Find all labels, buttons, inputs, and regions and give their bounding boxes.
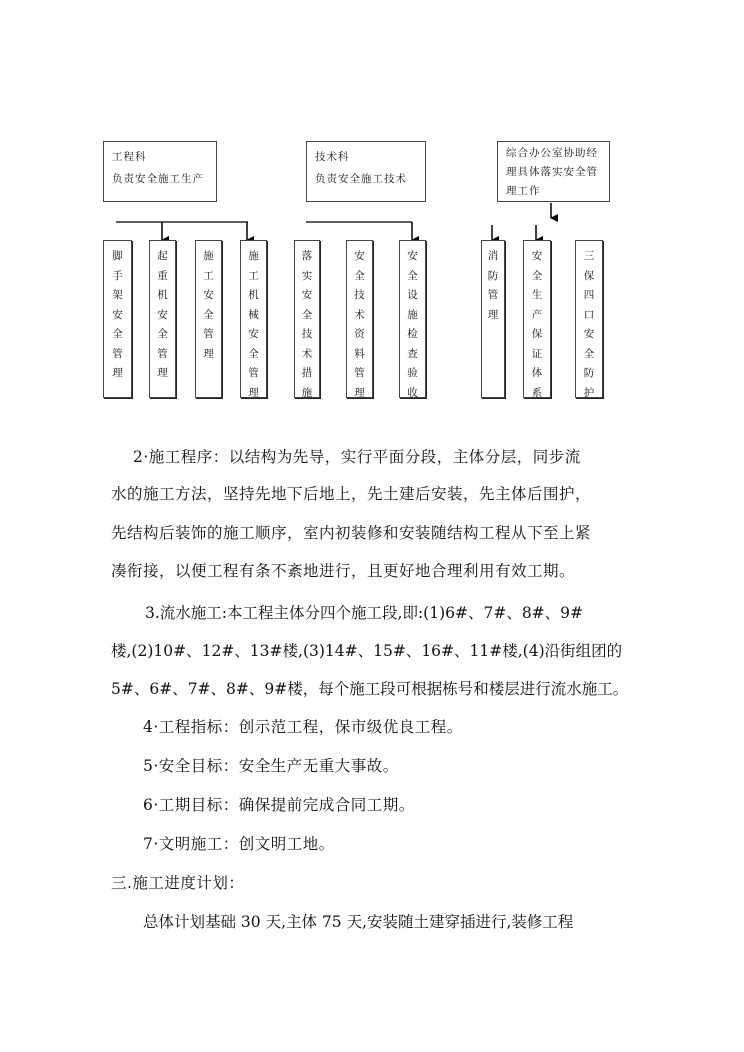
column-char: 理 [248, 386, 259, 399]
column-box-crane [149, 240, 176, 398]
column-box-machinery [240, 240, 267, 398]
column-char: 证 [531, 347, 543, 360]
column-box-fire-management [481, 240, 505, 398]
column-char: 四 [583, 289, 595, 301]
column-char: 安 [248, 328, 259, 340]
column-char: 全 [203, 308, 214, 321]
box-general-office-line3: 理工作 [506, 185, 541, 197]
column-box-tech-records [346, 240, 373, 398]
box-general-office-line2: 理具体落实安全管 [506, 166, 598, 178]
column-char: 管 [248, 367, 259, 379]
column-char: 护 [583, 386, 595, 399]
column-char: 设 [407, 289, 418, 301]
column-char: 管 [203, 328, 214, 340]
column-char: 全 [248, 347, 259, 360]
column-char: 生 [531, 289, 543, 301]
column-char: 工 [203, 269, 214, 282]
item2-line4: 凑衔接，以便工程有条不紊地进行，且更好地合理利用有效工期。 [111, 562, 576, 580]
item5-text: 5·安全目标：安全生产无重大事故。 [143, 757, 399, 775]
column-char: 施 [248, 250, 259, 262]
column-char: 脚 [112, 250, 123, 262]
item4-text: 4·工程指标：创示范工程，保市级优良工程。 [143, 718, 463, 736]
column-char: 防 [583, 367, 595, 379]
column-char: 实 [301, 269, 313, 282]
box-engineering-dept-desc: 负责安全施工生产 [112, 173, 204, 185]
column-box-facility-inspection [399, 240, 426, 398]
column-char: 验 [407, 367, 418, 379]
item3-line2: 楼,(2)10#、12#、13#楼,(3)14#、15#、16#、11#楼,(4)沿街组团的 [111, 642, 623, 660]
column-char: 安 [157, 308, 168, 321]
section3-heading: 三.施工进度计划： [111, 874, 245, 892]
column-char: 管 [112, 347, 123, 360]
column-char: 技 [301, 328, 313, 340]
column-char: 安 [203, 289, 214, 301]
column-char: 理 [157, 367, 168, 379]
column-box-safety-system [523, 240, 551, 398]
column-char: 产 [531, 308, 543, 321]
column-char: 理 [487, 308, 499, 321]
item2-line1: 2·施工程序：以结构为先导，实行平面分段，主体分层，同步流 [133, 448, 581, 466]
column-char: 术 [354, 308, 365, 321]
column-char: 全 [354, 269, 365, 282]
column-char: 资 [354, 328, 365, 340]
column-char: 收 [407, 386, 418, 399]
column-char: 安 [583, 328, 595, 340]
column-char: 料 [354, 347, 365, 360]
section3-line1: 总体计划基础 30 天,主体 75 天,安装随土建穿插进行,装修工程 [143, 913, 574, 931]
column-box-scaffold [103, 240, 132, 398]
column-char: 工 [248, 269, 259, 282]
item3-line3: 5#、6#、7#、8#、9#楼，每个施工段可根据栋号和楼层进行流水施工。 [111, 680, 629, 698]
column-char: 技 [354, 289, 365, 301]
column-char: 防 [487, 269, 499, 282]
column-char: 安 [531, 250, 543, 262]
box-general-office-line1: 综合办公室协助经 [506, 147, 598, 159]
column-char: 系 [531, 386, 543, 399]
column-char: 检 [407, 328, 418, 340]
column-char: 械 [248, 308, 259, 321]
column-char: 管 [487, 289, 499, 301]
box-technical-dept-desc: 负责安全施工技术 [315, 173, 407, 185]
column-char: 管 [157, 347, 168, 360]
column-char: 口 [583, 308, 595, 321]
column-char: 全 [157, 328, 168, 340]
column-char: 理 [112, 367, 123, 379]
column-char: 落 [301, 250, 313, 262]
column-char: 全 [112, 328, 123, 340]
column-char: 理 [203, 347, 214, 360]
column-char: 措 [301, 367, 313, 379]
column-char: 起 [157, 250, 168, 262]
column-char: 机 [248, 289, 259, 301]
column-char: 机 [157, 289, 168, 301]
column-char: 全 [407, 269, 418, 282]
item2-line3: 先结构后装饰的施工顺序，室内初装修和安装随结构工程从下至上紧 [111, 524, 592, 542]
column-box-construction-safety [195, 240, 222, 398]
item6-text: 6·工期目标：确保提前完成合同工期。 [143, 796, 415, 814]
column-char: 三 [583, 250, 595, 262]
column-char: 术 [301, 347, 313, 360]
column-char: 施 [301, 386, 313, 399]
column-char: 管 [354, 367, 365, 379]
column-char: 保 [531, 328, 543, 340]
column-box-protection [575, 240, 603, 398]
column-char: 重 [157, 269, 168, 282]
column-char: 手 [112, 269, 123, 282]
column-box-tech-measures [294, 240, 320, 398]
column-char: 安 [301, 289, 313, 301]
column-char: 理 [354, 386, 365, 399]
column-char: 全 [583, 347, 595, 360]
column-char: 施 [407, 308, 418, 321]
column-char: 保 [583, 269, 595, 282]
column-char: 全 [531, 269, 543, 282]
column-char: 消 [487, 250, 499, 262]
column-char: 查 [407, 347, 418, 360]
box-engineering-dept-title: 工程科 [112, 151, 147, 163]
item2-line2: 水的施工方法，坚持先地下后地上，先土建后安装，先主体后围护， [111, 485, 592, 503]
column-char: 施 [203, 250, 214, 262]
column-char: 安 [354, 250, 365, 262]
box-technical-dept-title: 技术科 [315, 151, 350, 163]
column-char: 架 [112, 289, 123, 301]
item3-line1: 3.流水施工:本工程主体分四个施工段,即:(1)6#、7#、8#、9# [145, 604, 584, 622]
column-char: 体 [531, 367, 543, 379]
column-char: 安 [112, 308, 123, 321]
column-char: 全 [301, 308, 313, 321]
column-char: 安 [407, 250, 418, 262]
item7-text: 7·文明施工：创文明工地。 [143, 835, 335, 853]
